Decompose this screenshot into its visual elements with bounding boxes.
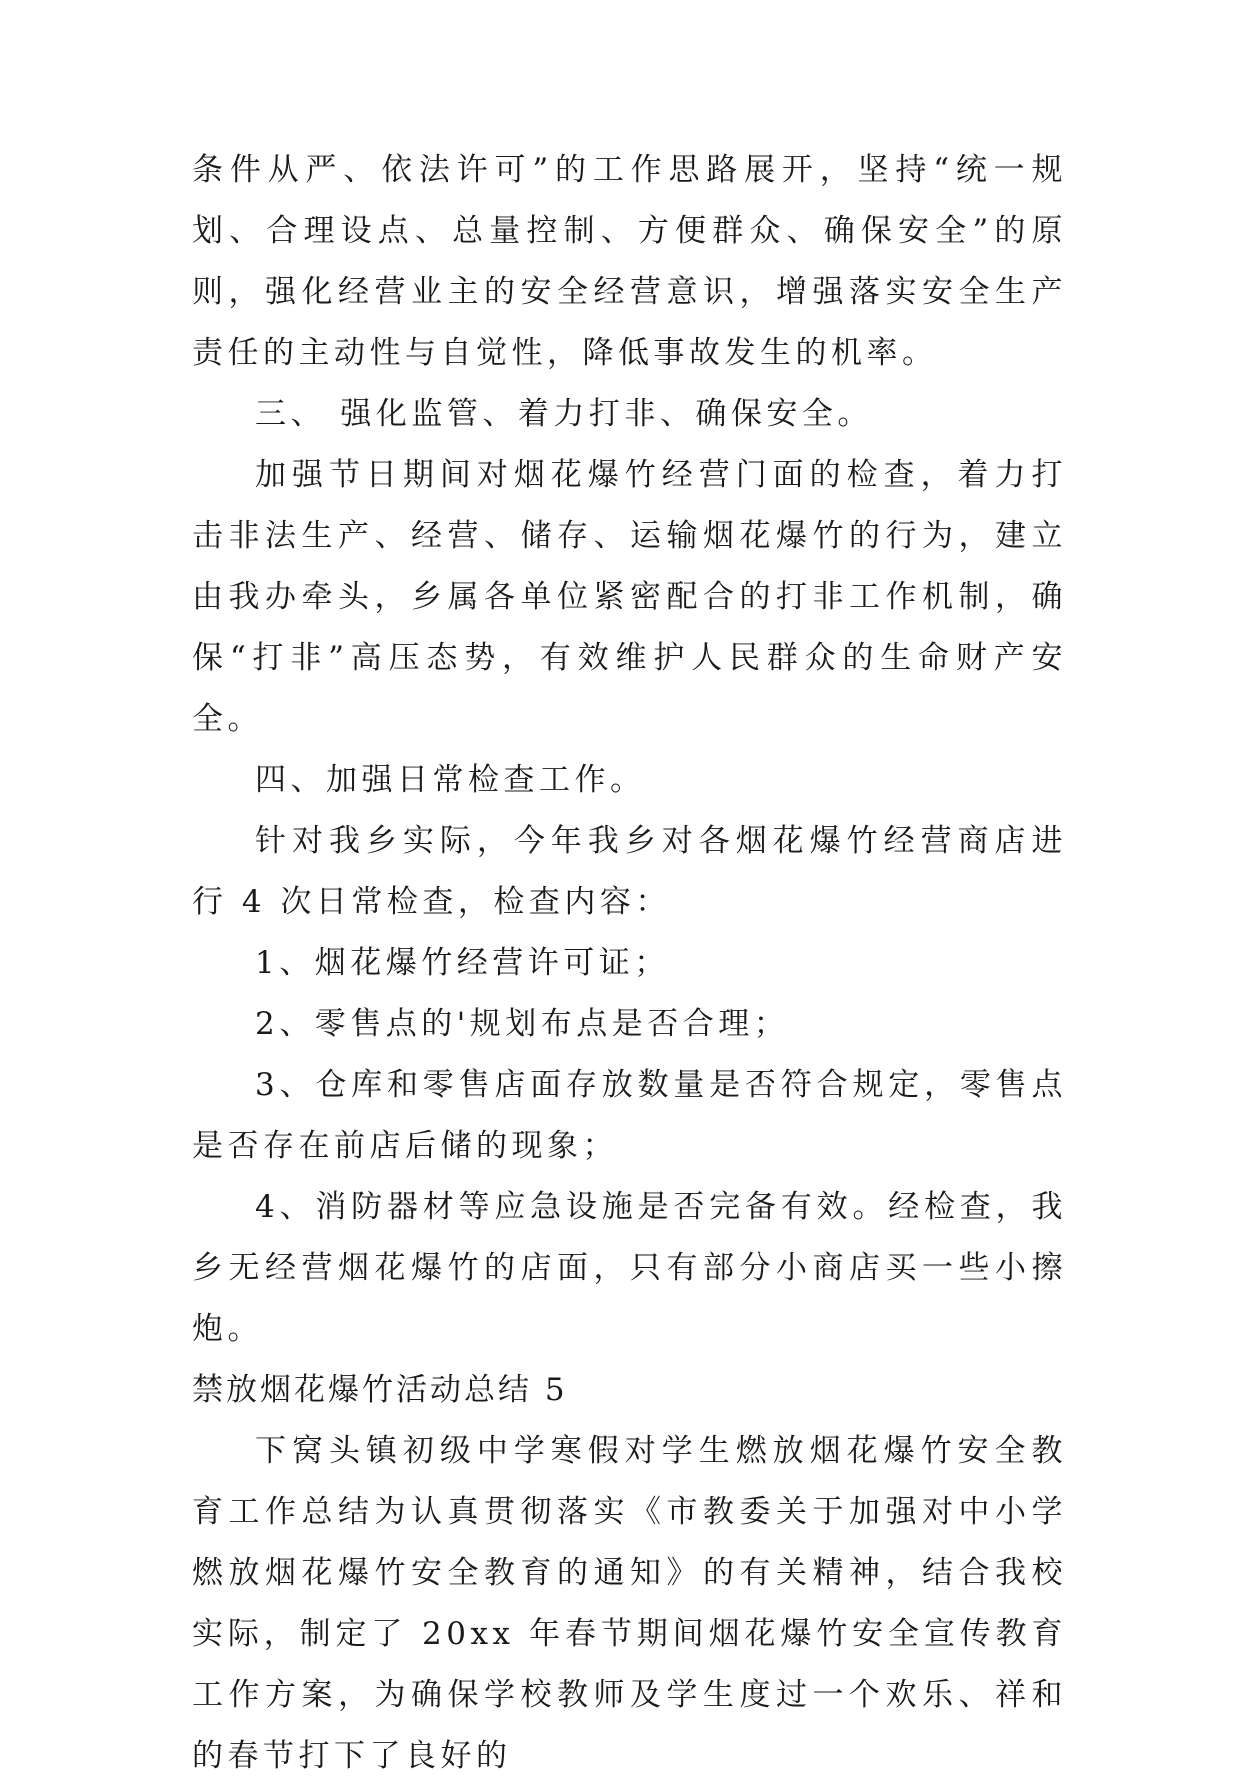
- section-heading-four: 四、加强日常检查工作。: [255, 762, 646, 798]
- paragraph-inspection-intro: 针对我乡实际，今年我乡对各烟花爆竹经营商店进行 4 次日常检查，检查内容：: [192, 823, 1067, 920]
- list-item-license: 1、烟花爆竹经营许可证；: [255, 945, 670, 981]
- list-item-fire-equipment: 4、消防器材等应急设施是否完备有效。经检查，我乡无经营烟花爆竹的店面，只有部分小商店买一些小擦炮。: [192, 1189, 1067, 1347]
- paragraph-opening-continuation: 条件从严、依法许可”的工作思路展开，坚持“统一规划、合理设点、总量控制、方便群众、确保安全”的原则，强化经营业主的安全经营意识，增强落实安全生产责任的主动性与自觉性，降低事故发生的机率。: [192, 152, 1067, 371]
- list-item-retail-layout: 2、零售点的'规划布点是否合理；: [255, 1006, 790, 1042]
- document-body: [192, 140, 1067, 1787]
- summary-title-5: 禁放烟花爆竹活动总结 5: [192, 1372, 568, 1408]
- section-heading-three: 三、 强化监管、着力打非、确保安全。: [255, 396, 873, 432]
- paragraph-school-summary: 下窝头镇初级中学寒假对学生燃放烟花爆竹安全教育工作总结为认真贯彻落实《市教委关于加强对中小学燃放烟花爆竹安全教育的通知》的有关精神，结合我校实际，制定了 20xx 年春节期间烟花爆竹安全宣传教育工作方案，为确保学校教师及学生度过一个欢乐、祥和的春节打下了良好的: [192, 1433, 1067, 1774]
- paragraph-crackdown: 加强节日期间对烟花爆竹经营门面的检查，着力打击非法生产、经营、储存、运输烟花爆竹的行为，建立由我办牵头，乡属各单位紧密配合的打非工作机制，确保“打非”高压态势，有效维护人民群众的生命财产安全。: [192, 457, 1067, 737]
- list-item-storage-quantity: 3、仓库和零售店面存放数量是否符合规定，零售点是否存在前店后储的现象；: [192, 1067, 1067, 1164]
